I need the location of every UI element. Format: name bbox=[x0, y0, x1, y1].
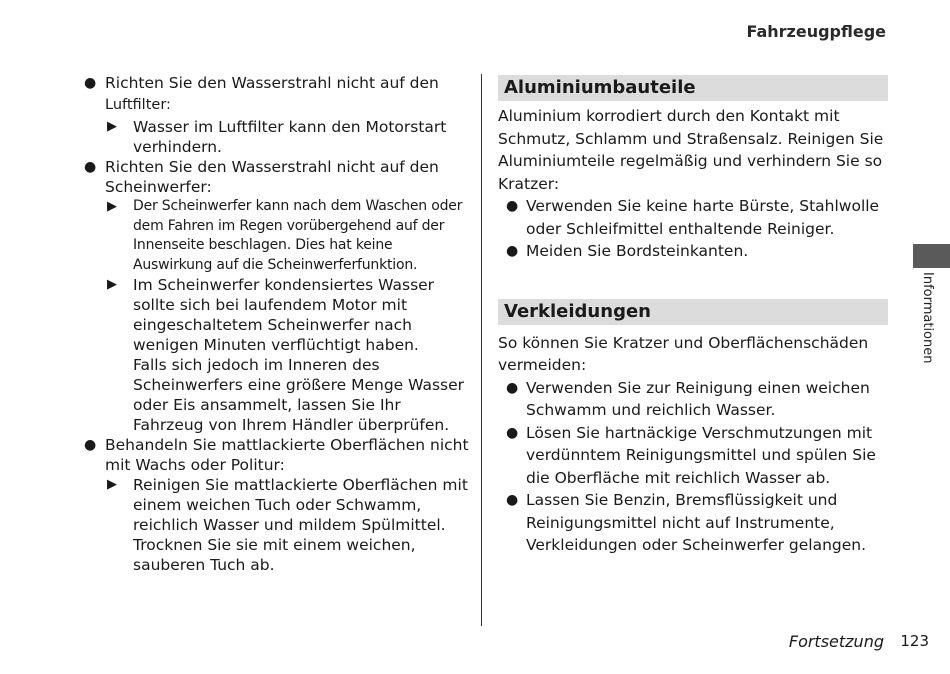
bullet-dot-icon: ● bbox=[506, 424, 519, 441]
bullet-continuation bbox=[84, 93, 470, 117]
list-item bbox=[498, 240, 888, 263]
continuation-label: Fortsetzung bbox=[788, 632, 884, 651]
chapter-tab-marker bbox=[913, 244, 950, 268]
list-item-text: Lösen Sie hartnäckige Verschmutzungen mit verdünntem Reinigungsmittel und spülen Sie die Oberfläche mit reichlich Wasser ab. bbox=[526, 423, 876, 487]
bullet-matte-paint bbox=[84, 435, 470, 475]
sub-item-text: Der Scheinwerfer kann nach dem Waschen oder dem Fahren im Regen vorübergehend auf der Innenseite beschlagen. Dies hat keine Auswirkung auf die Scheinwerferfunktion. bbox=[133, 198, 463, 273]
sub-item-text: Im Scheinwerfer kondensiertes Wasser sollte sich bei laufendem Motor mit eingeschaltetem Scheinwerfer nach wenigen Minuten verflüchtigt haben. bbox=[133, 276, 435, 354]
section-paragraph: Aluminium korrodiert durch den Kontakt mit Schmutz, Schlamm und Straßensalz. Reinigen Sie Aluminiumteile regelmäßig und verhindern Sie so Kratzer: bbox=[498, 107, 884, 193]
page-header-title: Fahrzeugpflege bbox=[746, 22, 886, 41]
triangle-right-icon: ▶ bbox=[107, 477, 117, 492]
bullet-dot-icon: ● bbox=[506, 243, 519, 259]
chapter-tab-label: Informationen bbox=[920, 272, 935, 364]
list-item-text: Lassen Sie Benzin, Bremsflüssigkeit und Reinigungsmittel nicht auf Instrumente, Verkleidungen oder Scheinwerfer gelangen. bbox=[526, 491, 867, 554]
section-heading-aluminium: Aluminiumbauteile bbox=[498, 75, 888, 101]
bullet-dot-icon: ● bbox=[506, 492, 519, 508]
bullet-dot-icon: ● bbox=[506, 198, 519, 214]
page-number: 123 bbox=[900, 632, 929, 650]
bullet-dot-icon: ● bbox=[84, 75, 97, 91]
sub-item-matte-clean bbox=[105, 475, 470, 575]
bullet-dot-icon: ● bbox=[506, 379, 519, 396]
sub-item-air-filter bbox=[105, 117, 470, 157]
list-item-text: Meiden Sie Bordsteinkanten. bbox=[526, 242, 749, 260]
right-column bbox=[498, 75, 888, 557]
list-item-text: Verwenden Sie keine harte Bürste, Stahlwolle oder Schleifmittel enthaltende Reiniger. bbox=[526, 197, 880, 238]
bullet-text: Richten Sie den Wasserstrahl nicht auf den Scheinwerfer: bbox=[105, 158, 439, 196]
bullet-dot-icon: ● bbox=[84, 437, 97, 453]
list-item bbox=[498, 377, 888, 422]
column-divider bbox=[481, 74, 482, 626]
triangle-right-icon: ▶ bbox=[107, 119, 117, 134]
bullet-text-cont: Luftfilter: bbox=[105, 97, 171, 113]
sub-item-text: Reinigen Sie mattlackierte Oberflächen mit einem weichen Tuch oder Schwamm, reichlich Wasser und mildem Spülmittel. Trocknen Sie sie mit einem weichen, sauberen Tuch ab. bbox=[133, 476, 468, 574]
section-heading-verkleidungen: Verkleidungen bbox=[498, 299, 888, 325]
bullet-headlight bbox=[84, 157, 470, 197]
sub-item-condensation bbox=[105, 275, 470, 435]
left-column bbox=[84, 73, 470, 575]
list-item bbox=[498, 195, 888, 240]
triangle-right-icon: ▶ bbox=[107, 199, 117, 214]
bullet-text: Richten Sie den Wasserstrahl nicht auf den bbox=[105, 74, 439, 92]
bullet-dot-icon: ● bbox=[84, 159, 97, 175]
triangle-right-icon: ▶ bbox=[107, 277, 117, 292]
list-item bbox=[498, 489, 888, 557]
bullet-text: Behandeln Sie mattlackierte Oberflächen nicht mit Wachs oder Politur: bbox=[105, 436, 469, 474]
bullet-air-filter bbox=[84, 73, 470, 93]
list-item-text: Verwenden Sie zur Reinigung einen weichen Schwamm und reichlich Wasser. bbox=[526, 378, 870, 419]
sub-item-fogging bbox=[105, 197, 470, 275]
sub-item-text-2: Falls sich jedoch im Inneren des Scheinwerfers eine größere Menge Wasser oder Eis ansammelt, lassen Sie Ihr Fahrzeug von Ihrem Händler überprüfen. bbox=[133, 356, 465, 434]
sub-item-text: Wasser im Luftfilter kann den Motorstart verhindern. bbox=[133, 118, 447, 156]
list-item bbox=[498, 422, 888, 490]
section-paragraph: So können Sie Kratzer und Oberflächenschäden vermeiden: bbox=[498, 333, 869, 374]
